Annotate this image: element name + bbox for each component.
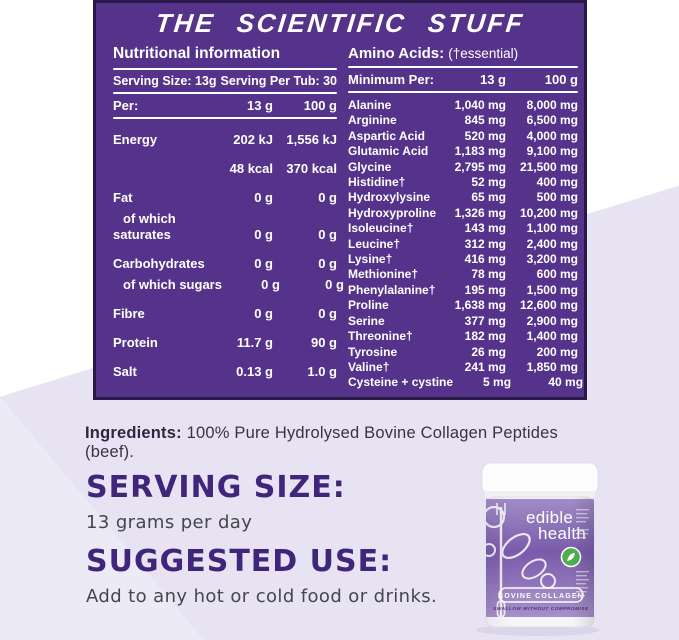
amino-name: Arginine	[348, 113, 397, 128]
value-100g: 40 mg	[548, 375, 584, 390]
amino-name: Hydroxyproline	[348, 205, 437, 220]
value-100g: 1.0 g	[307, 364, 337, 379]
table-row	[113, 364, 337, 380]
amino-name: Methionine†	[348, 267, 419, 282]
value-13g: 2,795 mg	[454, 159, 506, 174]
table-row	[348, 98, 578, 113]
value-13g: 202 kJ	[233, 132, 273, 147]
serving-size-heading: SERVING SIZE:	[86, 470, 346, 505]
nutrition-rows	[113, 132, 344, 380]
value-13g: 0 g	[254, 190, 273, 205]
value-100g: 370 kcal	[286, 161, 337, 176]
serving-per-tub: Serving Per Tub: 30	[220, 74, 337, 88]
value-13g: 0 g	[254, 256, 273, 271]
value-100g: 1,100 mg	[526, 221, 578, 236]
amino-name: Serine	[348, 313, 385, 328]
table-row	[348, 206, 578, 221]
value-13g: 0 g	[254, 227, 273, 242]
value-100g: 600 mg	[536, 267, 578, 282]
value-100g: 0 g	[318, 227, 337, 242]
amino-heading	[348, 45, 578, 66]
row-label: Salt	[113, 364, 137, 379]
table-row	[348, 298, 578, 313]
table-row	[348, 252, 578, 267]
amino-rows	[348, 98, 584, 391]
amino-name: Leucine†	[348, 236, 401, 251]
suggested-use-body: Add to any hot or cold food or drinks.	[86, 586, 438, 607]
value-13g: 0.13 g	[236, 364, 273, 379]
row-label: of which sugars	[123, 277, 222, 292]
table-row	[113, 277, 344, 293]
amino-heading-note: (†essential)	[448, 46, 519, 61]
value-13g: 1,183 mg	[454, 144, 506, 159]
value-13g: 11.7 g	[236, 335, 273, 350]
row-label: Fat	[113, 190, 133, 205]
col-13g: 13 g	[246, 98, 273, 113]
amino-name: Cysteine + cystine	[348, 375, 454, 390]
serving-size: Serving Size: 13g	[113, 74, 217, 88]
table-row	[113, 211, 337, 243]
table-row	[348, 190, 578, 205]
value-100g: 2,900 mg	[526, 313, 578, 328]
amino-name: Isoleucine†	[348, 221, 414, 236]
value-100g: 400 mg	[536, 175, 578, 190]
nutrition-table	[113, 45, 344, 380]
amino-name: Valine†	[348, 359, 390, 374]
value-13g: 65 mg	[471, 190, 506, 205]
value-100g: 3,200 mg	[526, 252, 578, 267]
divider	[113, 117, 337, 119]
value-13g: 1,326 mg	[454, 205, 506, 220]
table-row	[348, 329, 578, 344]
table-row	[348, 283, 578, 298]
value-13g: 182 mg	[464, 329, 506, 344]
row-label: Carbohydrates	[113, 256, 205, 271]
table-row	[348, 267, 578, 282]
value-13g: 78 mg	[471, 267, 506, 282]
value-13g: 312 mg	[464, 236, 506, 251]
table-row	[113, 256, 337, 272]
amino-name: Phenylalanine†	[348, 282, 436, 297]
per-label: Per:	[113, 98, 139, 113]
amino-name: Histidine†	[348, 175, 406, 190]
value-13g: 1,638 mg	[454, 298, 506, 313]
col-100g: 100 g	[303, 98, 337, 113]
tub-lid	[482, 463, 598, 495]
amino-name: Threonine†	[348, 329, 413, 344]
table-row	[348, 113, 578, 128]
scientific-stuff-panel	[93, 0, 587, 400]
amino-name: Tyrosine	[348, 344, 398, 359]
value-100g: 10,200 mg	[519, 205, 578, 220]
value-13g: 48 kcal	[229, 161, 273, 176]
table-row	[348, 221, 578, 236]
nutrition-heading: Nutritional information	[113, 45, 281, 62]
table-row	[113, 306, 337, 322]
col-100g: 100 g	[544, 72, 578, 87]
amino-name: Glycine	[348, 159, 392, 174]
amino-acids-table	[348, 45, 584, 391]
suggested-use-heading: SUGGESTED USE:	[86, 544, 393, 579]
value-13g: 241 mg	[464, 359, 506, 374]
value-13g: 416 mg	[464, 252, 506, 267]
table-row	[348, 314, 578, 329]
table-row	[348, 160, 578, 175]
per-header-row	[113, 94, 337, 117]
table-row	[113, 161, 337, 177]
value-100g: 0 g	[318, 190, 337, 205]
value-13g: 52 mg	[471, 175, 506, 190]
row-label: of which saturates	[113, 211, 176, 242]
value-100g: 12,600 mg	[519, 298, 578, 313]
value-100g: 0 g	[325, 277, 344, 292]
table-row	[348, 375, 584, 390]
value-13g: 143 mg	[464, 221, 506, 236]
serving-info-row	[113, 70, 337, 92]
panel-title: THE SCIENTIFIC STUFF	[154, 8, 526, 38]
value-100g: 500 mg	[536, 190, 578, 205]
table-row	[348, 360, 578, 375]
value-100g: 2,400 mg	[526, 236, 578, 251]
amino-name: Hydroxylysine	[348, 190, 431, 205]
table-row	[348, 129, 578, 144]
amino-heading-bold: Amino Acids:	[348, 45, 445, 62]
minimum-per-header-row	[348, 68, 578, 91]
value-100g: 1,500 mg	[526, 282, 578, 297]
value-13g: 845 mg	[464, 113, 506, 128]
value-13g: 195 mg	[464, 282, 506, 297]
value-13g: 1,040 mg	[454, 98, 506, 112]
value-100g: 6,500 mg	[526, 113, 578, 128]
table-row	[348, 144, 578, 159]
serving-size-body: 13 grams per day	[86, 512, 253, 533]
table-row	[113, 132, 337, 148]
value-13g: 377 mg	[464, 313, 506, 328]
col-13g: 13 g	[479, 72, 506, 87]
amino-name: Lysine†	[348, 252, 393, 267]
table-row	[348, 345, 578, 360]
minimum-per-label: Minimum Per:	[348, 72, 434, 87]
table-row	[113, 190, 337, 206]
row-label: Energy	[113, 132, 158, 147]
value-13g: 0 g	[254, 306, 273, 321]
value-13g: 26 mg	[471, 344, 506, 359]
value-100g: 21,500 mg	[519, 159, 578, 174]
ingredients-label: Ingredients:	[85, 424, 182, 442]
row-label: Fibre	[113, 306, 145, 321]
amino-name: Aspartic Acid	[348, 128, 425, 143]
value-13g: 0 g	[261, 277, 280, 292]
amino-name: Proline	[348, 298, 389, 313]
amino-name: Alanine	[348, 98, 392, 112]
table-row	[113, 335, 337, 351]
value-100g: 1,556 kJ	[286, 132, 337, 147]
value-100g: 200 mg	[536, 344, 578, 359]
value-100g: 0 g	[318, 306, 337, 321]
table-row	[348, 237, 578, 252]
value-13g: 520 mg	[464, 128, 506, 143]
value-100g: 1,400 mg	[526, 329, 578, 344]
row-label: Protein	[113, 335, 158, 350]
value-100g: 90 g	[310, 335, 337, 350]
ingredients-text: 100% Pure Hydrolysed Bovine Collagen Peptides (beef).	[85, 424, 558, 461]
table-row	[348, 175, 578, 190]
divider	[348, 91, 578, 93]
product-tub-image	[468, 453, 613, 637]
value-100g: 9,100 mg	[526, 144, 578, 159]
value-100g: 0 g	[318, 256, 337, 271]
value-100g: 8,000 mg	[526, 98, 578, 112]
amino-name: Glutamic Acid	[348, 144, 429, 159]
value-100g: 1,850 mg	[526, 359, 578, 374]
value-100g: 4,000 mg	[526, 128, 578, 143]
value-13g: 5 mg	[483, 375, 512, 390]
